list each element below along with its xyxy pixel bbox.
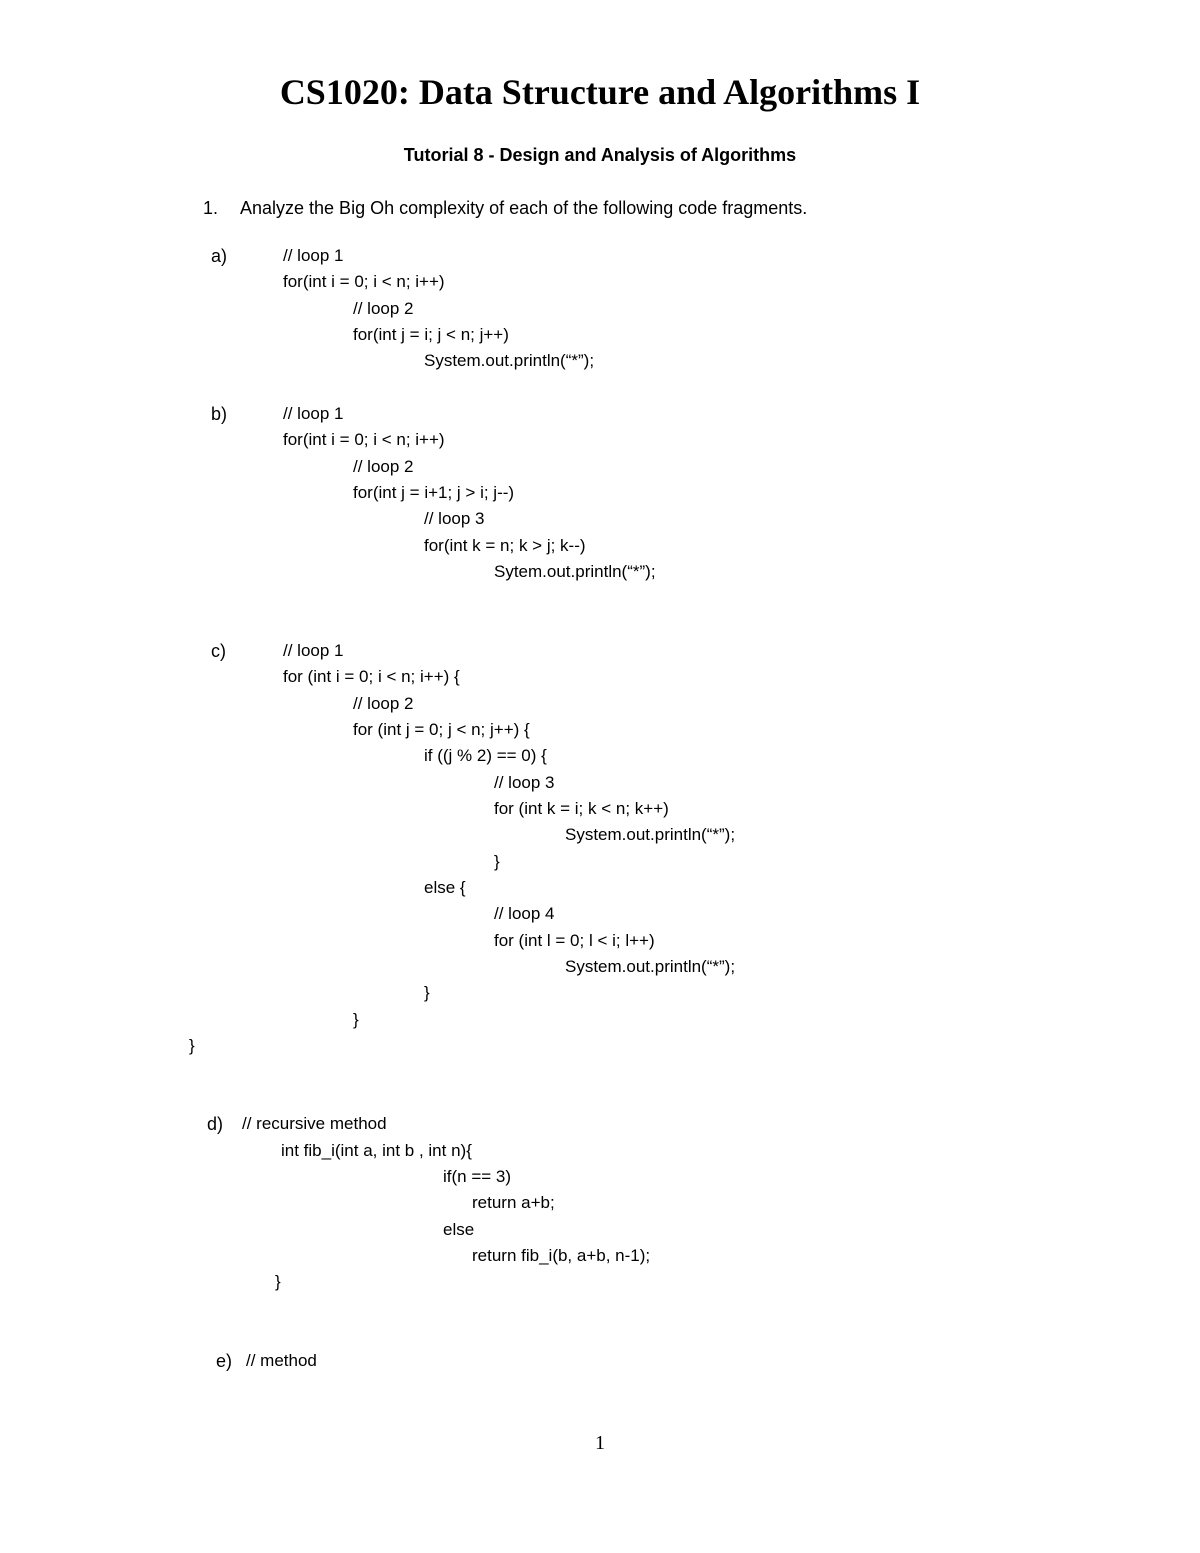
part-c-code-line: // loop 2 bbox=[353, 694, 414, 713]
question-text: Analyze the Big Oh complexity of each of the following code fragments. bbox=[240, 198, 808, 218]
part-a-code-line: // loop 1 bbox=[283, 246, 344, 265]
part-b-code-line: for(int k = n; k > j; k--) bbox=[424, 536, 586, 555]
part-c-code-line: for (int j = 0; j < n; j++) { bbox=[353, 720, 530, 739]
part-a-code-line: System.out.println(“*”); bbox=[424, 351, 595, 370]
part-c-code-line: System.out.println(“*”); bbox=[565, 825, 736, 844]
part-d-code-line: if(n == 3) bbox=[443, 1167, 512, 1186]
part-c-code-line: // loop 3 bbox=[494, 773, 555, 792]
part-e-code-line: // method bbox=[246, 1351, 317, 1370]
part-c-code-line: } bbox=[189, 1036, 195, 1055]
part-d-code-line: // recursive method bbox=[242, 1114, 387, 1133]
tutorial-subtitle: Tutorial 8 - Design and Analysis of Algorithms bbox=[403, 145, 797, 165]
page-number: 1 bbox=[595, 1432, 605, 1454]
part-b-code-line: for(int j = i+1; j > i; j--) bbox=[353, 483, 515, 502]
part-b-code-line: // loop 2 bbox=[353, 457, 414, 476]
part-c-code-line: if ((j % 2) == 0) { bbox=[424, 746, 547, 765]
part-d-code-line: int fib_i(int a, int b , int n){ bbox=[281, 1141, 472, 1160]
part-b-code-line: // loop 3 bbox=[424, 509, 485, 528]
part-c-label: c) bbox=[211, 641, 226, 661]
part-d-code-line: return a+b; bbox=[472, 1193, 555, 1212]
part-c-code-line: // loop 1 bbox=[283, 641, 344, 660]
part-d-label: d) bbox=[207, 1114, 224, 1134]
question-number: 1. bbox=[203, 198, 219, 218]
part-a-label: a) bbox=[211, 246, 228, 266]
part-c-code-line: } bbox=[424, 983, 430, 1002]
part-d-code-line: } bbox=[275, 1272, 281, 1291]
part-d-code-line: return fib_i(b, a+b, n-1); bbox=[472, 1246, 651, 1265]
part-c-code-line: for (int k = i; k < n; k++) bbox=[494, 799, 669, 818]
part-b-code-line: for(int i = 0; i < n; i++) bbox=[283, 430, 445, 449]
part-c-code-line: for (int i = 0; i < n; i++) { bbox=[283, 667, 460, 686]
document-title: CS1020: Data Structure and Algorithms I bbox=[279, 72, 921, 112]
part-b-label: b) bbox=[211, 404, 228, 424]
part-e-label: e) bbox=[216, 1351, 233, 1371]
part-c-code-line: // loop 4 bbox=[494, 904, 555, 923]
part-c-code-line: for (int l = 0; l < i; l++) bbox=[494, 931, 655, 950]
part-b-code-line: // loop 1 bbox=[283, 404, 344, 423]
part-a-code-line: // loop 2 bbox=[353, 299, 414, 318]
part-c-code-line: System.out.println(“*”); bbox=[565, 957, 736, 976]
part-a-code-line: for(int j = i; j < n; j++) bbox=[353, 325, 509, 344]
part-b-code-line: Sytem.out.println(“*”); bbox=[494, 562, 656, 581]
part-d-code-line: else bbox=[443, 1220, 475, 1239]
part-c-code-line: else { bbox=[424, 878, 466, 897]
part-c-code-line: } bbox=[494, 852, 500, 871]
part-c-code-line: } bbox=[353, 1010, 359, 1029]
part-a-code-line: for(int i = 0; i < n; i++) bbox=[283, 272, 445, 291]
